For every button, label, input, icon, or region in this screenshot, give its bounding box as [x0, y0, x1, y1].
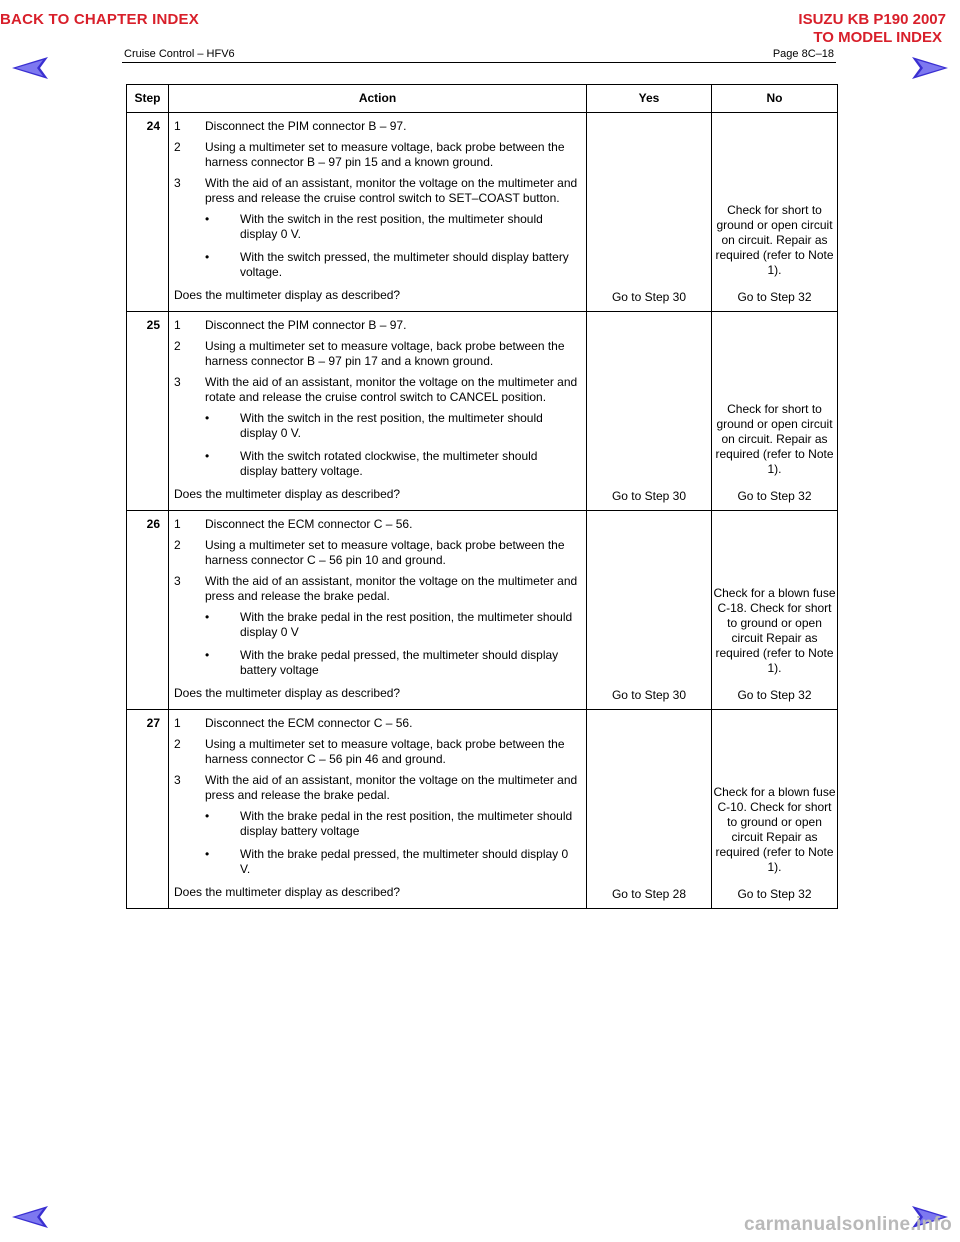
column-header-no: No	[712, 85, 838, 113]
bullet-dot-icon: •	[205, 250, 210, 264]
step-number: 27	[127, 710, 169, 909]
no-result-group	[712, 785, 837, 908]
no-result-group	[712, 402, 837, 510]
action-instruction	[174, 574, 578, 604]
bullet-item	[205, 610, 578, 640]
action-instruction	[174, 375, 578, 405]
no-result[interactable]: Go to Step 32	[737, 489, 812, 503]
table-row	[127, 113, 838, 312]
column-header-action: Action	[169, 85, 587, 113]
yes-cell	[587, 710, 712, 909]
action-instruction	[174, 119, 578, 134]
instruction-text: Disconnect the PIM connector B – 97.	[205, 119, 407, 133]
instruction-number: 1	[174, 318, 181, 332]
instruction-text: Disconnect the PIM connector B – 97.	[205, 318, 407, 332]
action-cell	[169, 312, 587, 511]
instruction-text: Using a multimeter set to measure voltage, back probe between the harness connector C – 56 pin 46 and ground.	[205, 737, 565, 766]
instruction-text: Using a multimeter set to measure voltage, back probe between the harness connector C – 56 pin 10 and ground.	[205, 538, 565, 567]
no-cell	[712, 710, 838, 909]
yes-result[interactable]: Go to Step 30	[611, 290, 687, 304]
instruction-number: 3	[174, 574, 181, 588]
step-question: Does the multimeter display as described?	[174, 487, 401, 501]
action-instruction	[174, 339, 578, 369]
step-number: 24	[127, 113, 169, 312]
diagnostic-steps-table	[126, 84, 838, 909]
action-cell	[169, 113, 587, 312]
no-result-group	[712, 586, 837, 709]
column-header-step: Step	[127, 85, 169, 113]
bullet-dot-icon: •	[205, 648, 210, 662]
previous-page-arrow-icon[interactable]	[10, 1204, 50, 1230]
bullet-text: With the brake pedal pressed, the multimeter should display battery voltage	[240, 648, 559, 677]
action-cell	[169, 511, 587, 710]
bullet-item	[205, 250, 578, 280]
table-row	[127, 312, 838, 511]
no-cell	[712, 511, 838, 710]
action-cell	[169, 710, 587, 909]
bullet-item	[205, 411, 578, 441]
bullet-item	[205, 212, 578, 242]
step-question: Does the multimeter display as described?	[174, 686, 401, 700]
action-instruction	[174, 773, 578, 803]
previous-page-arrow-icon[interactable]	[10, 55, 50, 81]
yes-cell	[587, 312, 712, 511]
instruction-number: 1	[174, 716, 181, 730]
no-check-note: Check for a blown fuse C-10. Check for short to ground or open circuit Repair as required (refer to Note 1).	[713, 785, 836, 874]
bullet-text: With the switch in the rest position, the multimeter should display 0 V.	[240, 411, 543, 440]
action-instruction	[174, 140, 578, 170]
bullet-text: With the switch rotated clockwise, the multimeter should display battery voltage.	[240, 449, 538, 478]
instruction-number: 3	[174, 773, 181, 787]
no-result[interactable]: Go to Step 32	[737, 290, 812, 304]
bullet-text: With the switch in the rest position, the multimeter should display 0 V.	[240, 212, 543, 241]
instruction-text: With the aid of an assistant, monitor the voltage on the multimeter and press and release the cruise control switch to SET–COAST button.	[205, 176, 578, 205]
instruction-text: With the aid of an assistant, monitor the voltage on the multimeter and press and release the brake pedal.	[205, 773, 578, 802]
bullet-text: With the brake pedal in the rest position, the multimeter should display battery voltage	[240, 809, 573, 838]
no-check-note: Check for short to ground or open circuit on circuit. Repair as required (refer to Note 1).	[715, 402, 834, 476]
bullet-dot-icon: •	[205, 610, 210, 624]
model-index-link[interactable]: TO MODEL INDEX	[813, 29, 942, 46]
instruction-number: 2	[174, 737, 181, 751]
action-instruction	[174, 318, 578, 333]
no-result[interactable]: Go to Step 32	[737, 688, 812, 702]
yes-result[interactable]: Go to Step 30	[611, 489, 687, 503]
action-instruction	[174, 517, 578, 532]
bullet-item	[205, 809, 578, 839]
action-instruction	[174, 176, 578, 206]
bullet-text: With the brake pedal pressed, the multimeter should display 0 V.	[240, 847, 569, 876]
watermark: carmanualsonline.info	[744, 1214, 952, 1235]
bullet-text: With the switch pressed, the multimeter should display battery voltage.	[240, 250, 569, 279]
no-cell	[712, 113, 838, 312]
instruction-number: 2	[174, 339, 181, 353]
step-number: 26	[127, 511, 169, 710]
action-instruction	[174, 716, 578, 731]
bullet-item	[205, 847, 578, 877]
instruction-number: 2	[174, 538, 181, 552]
table-row	[127, 710, 838, 909]
no-check-note: Check for short to ground or open circuit on circuit. Repair as required (refer to Note 1).	[715, 203, 834, 277]
bullet-dot-icon: •	[205, 847, 210, 861]
header-divider	[122, 62, 836, 63]
instruction-number: 1	[174, 119, 181, 133]
instruction-number: 3	[174, 176, 181, 190]
instruction-text: Using a multimeter set to measure voltage, back probe between the harness connector B – 97 pin 15 and a known ground.	[205, 140, 565, 169]
no-check-note: Check for a blown fuse C-18. Check for short to ground or open circuit Repair as required (refer to Note 1).	[713, 586, 836, 675]
top-navigation	[0, 10, 960, 50]
bullet-item	[205, 449, 578, 479]
page-number: Page 8C–18	[772, 48, 834, 60]
action-instruction	[174, 538, 578, 568]
yes-result[interactable]: Go to Step 28	[611, 887, 687, 901]
action-instruction	[174, 737, 578, 767]
model-index-link-title[interactable]: ISUZU KB P190 2007	[798, 11, 946, 28]
instruction-text: With the aid of an assistant, monitor the voltage on the multimeter and press and release the brake pedal.	[205, 574, 578, 603]
step-question: Does the multimeter display as described?	[174, 885, 401, 899]
bullet-dot-icon: •	[205, 449, 210, 463]
step-question: Does the multimeter display as described?	[174, 288, 401, 302]
instruction-text: Disconnect the ECM connector C – 56.	[205, 716, 413, 730]
step-number: 25	[127, 312, 169, 511]
no-result-group	[712, 203, 837, 311]
bullet-dot-icon: •	[205, 809, 210, 823]
yes-cell	[587, 511, 712, 710]
table-row	[127, 511, 838, 710]
column-header-yes: Yes	[587, 85, 712, 113]
instruction-text: Using a multimeter set to measure voltage, back probe between the harness connector B – 97 pin 17 and a known ground.	[205, 339, 565, 368]
next-page-arrow-icon[interactable]	[910, 55, 950, 81]
bullet-item	[205, 648, 578, 678]
table-header-row	[127, 85, 838, 113]
instruction-number: 1	[174, 517, 181, 531]
instruction-number: 3	[174, 375, 181, 389]
section-title: Cruise Control – HFV6	[124, 48, 235, 60]
bullet-dot-icon: •	[205, 411, 210, 425]
bullet-dot-icon: •	[205, 212, 210, 226]
no-result[interactable]: Go to Step 32	[737, 887, 812, 901]
yes-cell	[587, 113, 712, 312]
no-cell	[712, 312, 838, 511]
instruction-text: With the aid of an assistant, monitor the voltage on the multimeter and rotate and release the cruise control switch to CANCEL position.	[205, 375, 578, 404]
instruction-text: Disconnect the ECM connector C – 56.	[205, 517, 413, 531]
bullet-text: With the brake pedal in the rest position, the multimeter should display 0 V	[240, 610, 573, 639]
instruction-number: 2	[174, 140, 181, 154]
yes-result[interactable]: Go to Step 30	[611, 688, 687, 702]
back-to-chapter-index-link[interactable]: BACK TO CHAPTER INDEX	[0, 11, 199, 28]
